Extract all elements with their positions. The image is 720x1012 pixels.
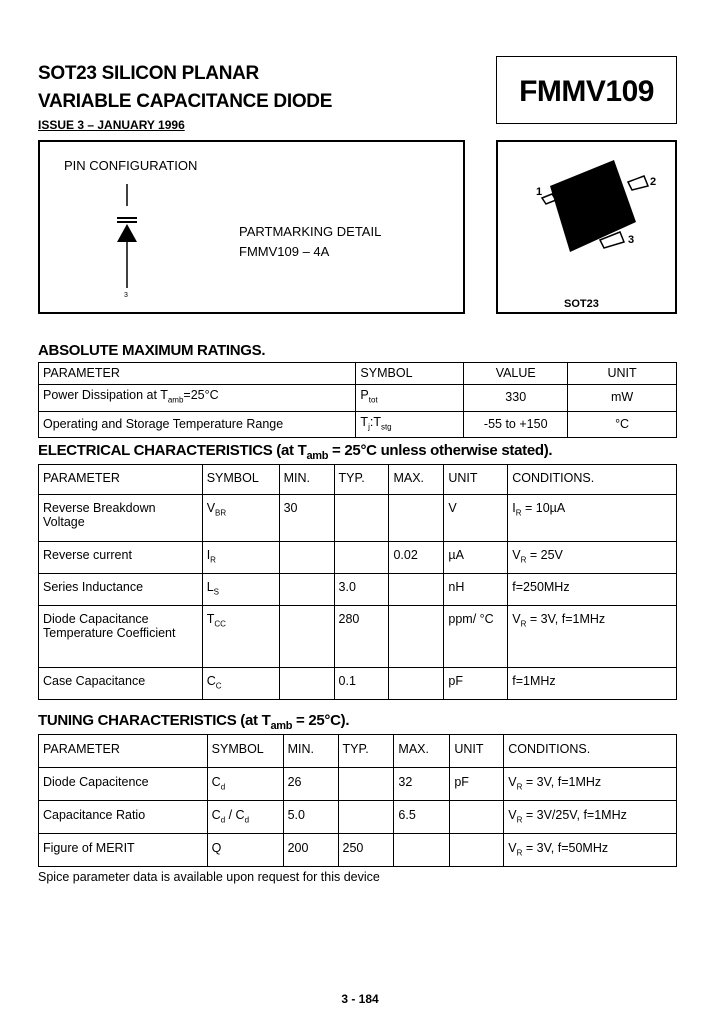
unit-cell: pF [444, 668, 508, 700]
header-cell: SYMBOL [202, 465, 279, 495]
max-cell [389, 668, 444, 700]
abs-max-heading: ABSOLUTE MAXIMUM RATINGS. [38, 342, 266, 359]
table-row [39, 542, 677, 574]
unit-cell [450, 834, 504, 867]
param-cell: Diode Capacitence [39, 768, 208, 801]
min-cell [279, 668, 334, 700]
max-cell [389, 495, 444, 542]
conditions-cell: $V_R = 25V$ [508, 542, 677, 574]
param-cell: Capacitance Ratio [39, 801, 208, 834]
header-cell: UNIT [450, 735, 504, 768]
title-line-2: VARIABLE CAPACITANCE DIODE [38, 91, 333, 112]
partmarking-value: FMMV109 – 4A [239, 244, 330, 259]
header-cell: SYMBOL [356, 363, 464, 385]
param-cell: Figure of MERIT [39, 834, 208, 867]
param-cell: Power Dissipation at $T_{amb}=25^\circ C$ [39, 385, 356, 412]
partmarking-label: PARTMARKING DETAIL [239, 224, 382, 239]
max-cell: 32 [394, 768, 450, 801]
param-cell: Diode Capacitance Temperature Coefficient [39, 606, 203, 668]
header-cell: CONDITIONS. [508, 465, 677, 495]
symbol-cell: $L_S$ [202, 574, 279, 606]
max-cell [389, 574, 444, 606]
symbol-cell: $C_C$ [202, 668, 279, 700]
max-cell [394, 834, 450, 867]
table-header-row [39, 363, 677, 385]
part-number-box [496, 56, 677, 124]
pin-1-label: 1 [536, 186, 543, 198]
abs-max-table [38, 362, 677, 438]
symbol-cell: $T_j:T_{stg}$ [356, 411, 464, 438]
symbol-cell: $C_d$ [207, 768, 283, 801]
electrical-heading: ELECTRICAL CHARACTERISTICS (at $T_{amb} = 25^\circ C$ unless otherwise stated). [38, 442, 553, 462]
max-cell: 6.5 [394, 801, 450, 834]
header-cell: PARAMETER [39, 735, 208, 768]
pin-3-label: 3 [628, 234, 635, 246]
min-cell: 200 [283, 834, 338, 867]
symbol-cell: $C_d / C_d$ [207, 801, 283, 834]
min-cell [279, 606, 334, 668]
header-cell: CONDITIONS. [504, 735, 677, 768]
conditions-cell: f=1MHz [508, 668, 677, 700]
table-header-row [39, 465, 677, 495]
symbol-cell: $I_R$ [202, 542, 279, 574]
symbol-cell: $T_{CC}$ [202, 606, 279, 668]
symbol-cell: Q [207, 834, 283, 867]
unit-cell: pF [450, 768, 504, 801]
diode-symbol [110, 182, 144, 304]
max-cell [389, 606, 444, 668]
table-row [39, 385, 677, 412]
value-cell: 330 [464, 385, 568, 412]
max-cell: 0.02 [389, 542, 444, 574]
table-row [39, 768, 677, 801]
conditions-cell: $V_R = 3V$, f=50MHz [504, 834, 677, 867]
symbol-cell: $P_{tot}$ [356, 385, 464, 412]
table-row [39, 574, 677, 606]
unit-cell: °C [568, 411, 677, 438]
typ-cell [334, 542, 389, 574]
unit-cell: µA [444, 542, 508, 574]
min-cell: 30 [279, 495, 334, 542]
param-cell: Case Capacitance [39, 668, 203, 700]
value-cell: -55 to +150 [464, 411, 568, 438]
table-row [39, 834, 677, 867]
typ-cell [334, 495, 389, 542]
header-cell: MAX. [394, 735, 450, 768]
header-cell: MIN. [279, 465, 334, 495]
issue-date: ISSUE 3 – JANUARY 1996 [38, 118, 185, 132]
pin-bottom-label: 3 [124, 292, 128, 299]
table-row [39, 495, 677, 542]
spice-note: Spice parameter data is available upon request for this device [38, 870, 380, 884]
conditions-cell: $I_R = 10\mu A$ [508, 495, 677, 542]
sot23-package-icon [528, 152, 658, 262]
min-cell [279, 574, 334, 606]
package-name: SOT23 [564, 298, 599, 310]
electrical-table [38, 464, 677, 700]
param-cell: Series Inductance [39, 574, 203, 606]
typ-cell [338, 801, 394, 834]
header-cell: VALUE [464, 363, 568, 385]
table-row [39, 411, 677, 438]
conditions-cell: $V_R = 3V/25V$, f=1MHz [504, 801, 677, 834]
conditions-cell: $V_R = 3V$, f=1MHz [504, 768, 677, 801]
title-line-1: SOT23 SILICON PLANAR [38, 63, 259, 84]
param-cell: Operating and Storage Temperature Range [39, 411, 356, 438]
unit-cell: V [444, 495, 508, 542]
unit-cell: mW [568, 385, 677, 412]
table-row [39, 801, 677, 834]
header-cell: UNIT [568, 363, 677, 385]
header-cell: SYMBOL [207, 735, 283, 768]
table-header-row [39, 735, 677, 768]
unit-cell: ppm/ °C [444, 606, 508, 668]
min-cell: 5.0 [283, 801, 338, 834]
header-cell: UNIT [444, 465, 508, 495]
header-cell: TYP. [334, 465, 389, 495]
typ-cell: 0.1 [334, 668, 389, 700]
param-cell: Reverse Breakdown Voltage [39, 495, 203, 542]
unit-cell: nH [444, 574, 508, 606]
param-cell: Reverse current [39, 542, 203, 574]
min-cell [279, 542, 334, 574]
header-cell: TYP. [338, 735, 394, 768]
typ-cell [338, 768, 394, 801]
part-number: FMMV109 [519, 75, 654, 108]
header-cell: MIN. [283, 735, 338, 768]
conditions-cell: f=250MHz [508, 574, 677, 606]
tuning-heading: TUNING CHARACTERISTICS (at $T_{amb} = 25^\circ C$). [38, 712, 350, 732]
unit-cell [450, 801, 504, 834]
package-box [496, 140, 677, 314]
pin-config-heading: PIN CONFIGURATION [64, 158, 198, 173]
typ-cell: 280 [334, 606, 389, 668]
page-number: 3 - 184 [341, 992, 379, 1006]
header-cell: PARAMETER [39, 465, 203, 495]
symbol-cell: $V_{BR}$ [202, 495, 279, 542]
pin-2-label: 2 [650, 176, 657, 188]
typ-cell: 3.0 [334, 574, 389, 606]
header-cell: MAX. [389, 465, 444, 495]
table-row [39, 606, 677, 668]
conditions-cell: $V_R = 3V$, f=1MHz [508, 606, 677, 668]
table-row [39, 668, 677, 700]
tuning-table [38, 734, 677, 867]
min-cell: 26 [283, 768, 338, 801]
typ-cell: 250 [338, 834, 394, 867]
pin-config-box [38, 140, 465, 314]
header-cell: PARAMETER [39, 363, 356, 385]
